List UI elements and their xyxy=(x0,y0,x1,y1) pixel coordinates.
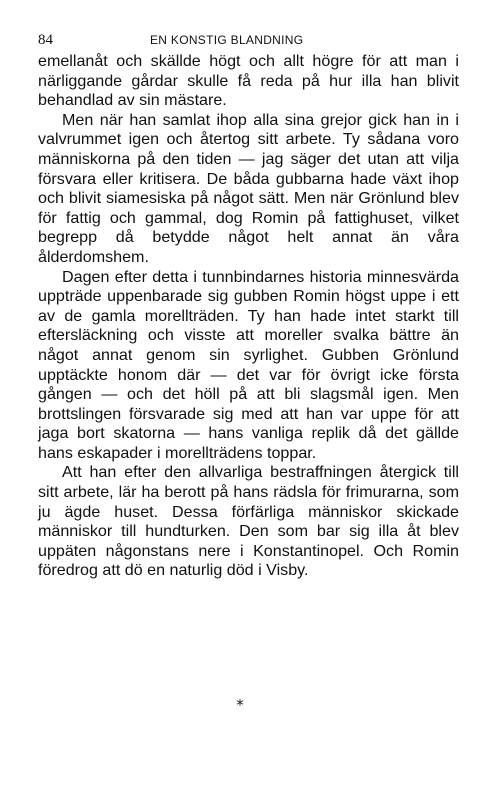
page-header xyxy=(38,30,458,50)
paragraph-2: Men när han samlat ihop alla sina grejor gick han in i valvrummet igen och återtog sitt arbete. Ty sådana voro människorna på den tiden — jag säger det utan att vilja försvara eller kritisera. De båda gubbarna hade växt ihop och blivit siamesiska på något sätt. Men när Grönlund blev för fattig och gammal, dog Romin på fattighuset, vilket begrepp då betydde något helt annat än våra ålderdomshem. xyxy=(38,110,459,266)
body-text xyxy=(38,52,459,581)
paragraph-4: Att han efter den allvarliga bestraffningen återgick till sitt arbete, lär ha berott på hans rädsla för frimurarna, som ju ägde huset. Dessa förfärliga människor skickade människor till hundturken. Den som bar sig illa åt blev uppäten någonstans nere i Konstantinopel. Och Romin föredrog att dö en naturlig död i Visby. xyxy=(38,463,459,580)
paragraph-1: emellanåt och skällde högt och allt högre för att man i närliggande gårdar skulle få reda på hur illa han blivit behandlad av sin mästare. xyxy=(38,52,459,110)
section-ornament: * xyxy=(236,696,244,714)
page-number: 84 xyxy=(38,32,53,48)
paragraph-3: Dagen efter detta i tunnbindarnes historia minnesvärda uppträde uppenbarade sig gubben Romin högst uppe i ett av de gamla morellträden. Ty han hade intet starkt till eftersläckning och visste att moreller svalka bättre än något annat genom sin syrlighet. Gubben Grönlund upptäckte honom där — det var för övrigt icke första gången — och det höll på att bli slagsmål igen. Men brottslingen försvarade sig med att han var uppe för att jaga bort skatorna — hans vanliga replik då det gällde hans eskapader i morellträdens toppar. xyxy=(38,267,459,462)
running-head: EN KONSTIG BLANDNING xyxy=(150,33,304,47)
